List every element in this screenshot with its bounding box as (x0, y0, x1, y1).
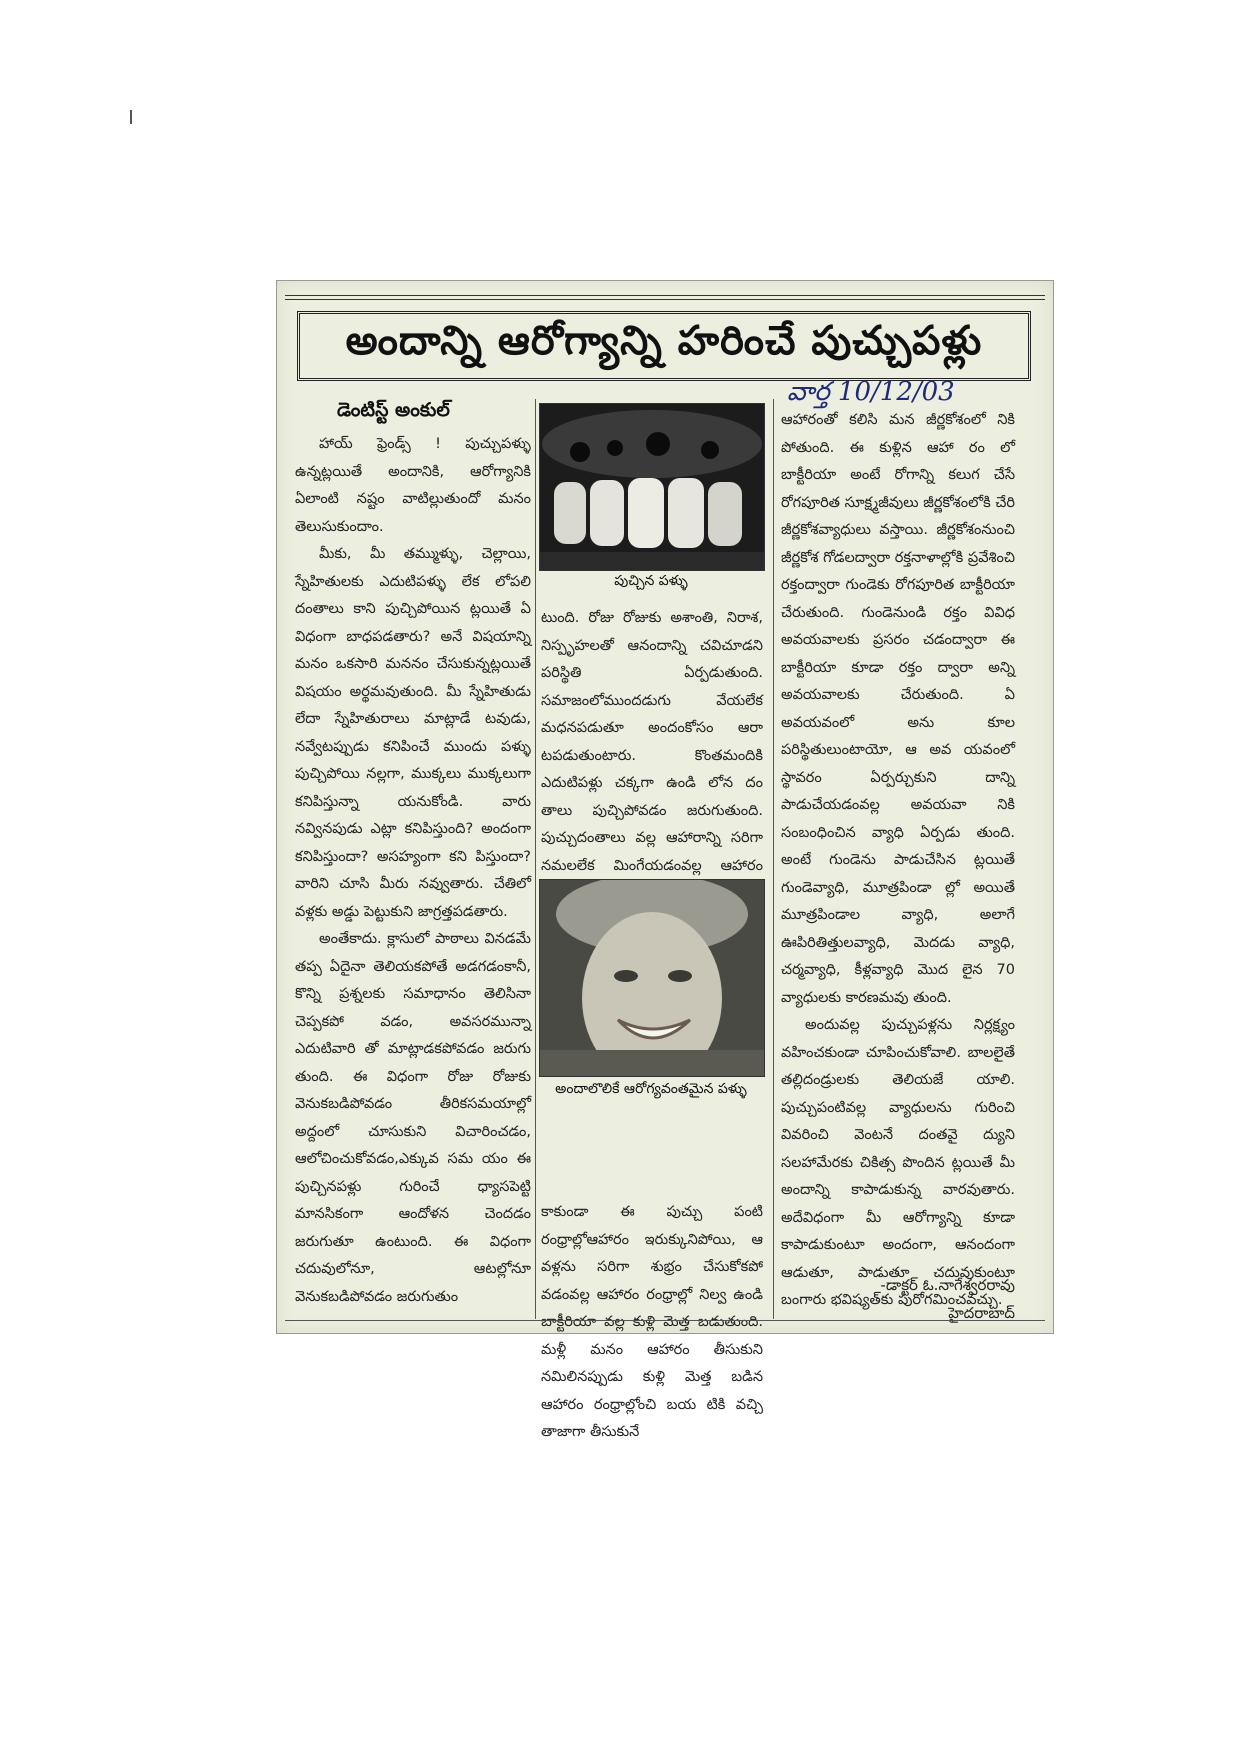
newspaper-clipping (276, 280, 1054, 1440)
decayed-teeth-photo (539, 403, 765, 571)
paragraph: హాయ్ ఫ్రెండ్స్ ! పుచ్చుపళ్ళు ఉన్నట్లయితే అందానికి, ఆరోగ్యానికి ఏలాంటి నష్టం వాటిల్లుతుందో మనం తెలుసుకుందాం. (295, 436, 531, 535)
paragraph: మీకు, మీ తమ్ముళ్ళు, చెల్లాయి, స్నేహితులకు ఎదుటిపళ్ళు లేక లోపలి దంతాలు కాని పుచ్చిపోయిన ట్లయితే ఏ విధంగా బాధపడతారు? అనే విషయాన్ని మనం ఒకసారి మననం చేసుకున్నట్లయితే విషయం అర్థమవుతుంది. మీ స్నేహితుడు లేదా స్నేహితురాలు మాట్లాడే టవుడు, నవ్వేటప్పుడు కనిపించే ముందు పళ్ళు పుచ్చిపోయి నల్లగా, ముక్కలు ముక్కలుగా కనిపిస్తున్నా యనుకోండి. వారు నవ్వినపుడు ఎట్లా కనిపిస్తుంది? అందంగా కనిపిస్తుందా? అసహ్యంగా కని పిస్తుందా? వారిని చూసి మీరు నవ్వుతారు. చేతిలో వళ్లకు అడ్డు పెట్టుకుని జాగ్రత్తపడతారు. (295, 546, 531, 920)
headline: అందాన్ని ఆరోగ్యాన్ని హరించే పుచ్చుపళ్లు (345, 318, 983, 364)
face-photo-caption: అందాలొలికే ఆరోగ్యవంతమైన పళ్ళు (555, 1081, 747, 1097)
paragraph: కాకుండా ఈ పుచ్చు పంటి రంధ్రాల్లోఆహారం ఇరుక్కునిపోయి, ఆ వళ్లను సరిగా శుభ్రం చేసుకోకపో వడంవల్ల ఆహారం రంధ్రాల్లో నిల్వ ఉండి బాక్టీరియా వల్ల కుళ్లి మెత్త బడుతుంది. మళ్లీ మనం ఆహారం తీసుకుని నమిలినప్పుడు కుళ్లి మెత్త బడిన ఆహారం రంధ్రాల్లోంచి బయ టికి వచ్చి తాజాగా తీసుకునే (541, 1204, 763, 1440)
author-name: -డాక్టర్ ఓ.నాగేశ్వరరావు (880, 1276, 1015, 1294)
article-column-middle-top (541, 605, 763, 908)
headline-box (297, 311, 1031, 381)
column-divider-left (535, 399, 536, 1319)
author-signoff (781, 1271, 1015, 1327)
smiling-woman-photo (539, 879, 765, 1077)
bottom-rule (285, 1320, 1045, 1323)
handwritten-date-note: వార్త 10/12/03 (787, 377, 955, 407)
author-location: హైదరాబాద్ (948, 1304, 1015, 1322)
article-column-left (295, 431, 531, 1311)
face-photo-icon (540, 880, 764, 1076)
paragraph: ఆహారంతో కలిసి మన జీర్ణకోశంలో నికి పోతుంది. ఈ కుళ్లిన ఆహా రం లో బాక్టీరియా అంటే రోగాన్ని కలుగ చేసే రోగపూరిత సూక్ష్మజీవులు జీర్ణకోశంలోకి చేరి జీర్ణకోశవ్యాధులు వస్తాయి. జీర్ణకోశంనుంచి జీర్ణకోశ గోడలద్వారా రక్తనాళాల్లోకి ప్రవేశించి రక్తంద్వారా గుండెకు రోగపూరిత బాక్టీరియా చేరుతుంది. గుండెనుండి రక్తం వివిధ అవయవాలకు ప్రసరం చడంద్వారా ఈ బాక్టీరియా కూడా రక్తం ద్వారా అన్ని అవయవాలకు చేరుతుంది. ఏ అవయవంలో అను కూల పరిస్థితులుంటాయో, ఆ అవ యవంలో స్థావరం ఏర్పర్చుకుని దాన్ని పాడుచేయడంవల్ల అవయవా నికి సంబంధించిన వ్యాధి ఏర్పడు తుంది. అంటే గుండెను పాడుచేసిన ట్లయితే గుండెవ్యాధి, మూత్రపిండా ల్లో అయితే మూత్రపిండాల వ్యాధి, అలాగే ఊపిరితిత్తులవ్యాధి, మెదడు వ్యాధి, చర్మవ్యాధి, కీళ్లవ్యాధి మొద లైన 70 వ్యాధులకు కారణమవు తుంది. (781, 412, 1015, 1006)
scan-mark (130, 110, 132, 124)
paragraph: అందువల్ల పుచ్చుపళ్లను నిర్లక్ష్యం వహించకుండా చూపించుకోవాలి. బాలలైతే తల్లిదండ్రులకు తెలియజే యాలి. పుచ్చుపంటివల్ల వ్యాధులను గురించి వివరించి వెంటనే దంతవై ద్యుని సలహామేరకు చికిత్స పొందిన ట్లయితే మీ అందాన్ని కాపాడుకున్న వారవుతారు. అదేవిధంగా మీ ఆరోగ్యాన్ని కూడా కాపాడుకుంటూ అందంగా, ఆనందంగా ఆడుతూ, పాడుతూ చదువుకుంటూ బంగారు భవిష్యత్‌కు పురోగమించవచ్చు. (781, 1017, 1015, 1308)
paragraph: టుంది. రోజు రోజుకు అశాంతి, నిరాశ, నిస్పృహలతో ఆనందాన్ని చవిచూడని పరిస్థితి ఏర్పడుతుంది. సమాజంలోముందడుగు వేయలేక మధనపడుతూ అందంకోసం ఆరా టపడుతుంటారు. కొంతమందికి ఎదుటిపళ్లు చక్కగా ఉండి లోన దం తాలు పుచ్చిపోవడం జరుగుతుంది. పుచ్చుదంతాలు వల్ల ఆహారాన్ని సరిగా నమలలేక మింగేయడంవల్ల ఆహారం (541, 610, 763, 874)
top-rule (285, 295, 1045, 300)
article-column-right (781, 407, 1015, 1315)
paragraph: అంతేకాదు. క్లాసులో పాఠాలు వినడమే తప్ప ఏదైనా తెలియకపోతే అడగడంకానీ, కొన్ని ప్రశ్నలకు సమాధానం తెలిసినా చెప్పకపో వడం, అవసరమున్నా ఎదుటివారి తో మాట్లాడకపోవడం జరుగు తుంది. ఈ విధంగా రోజు రోజుకు వెనుకబడిపోవడం తీరికసమయాల్లో అద్దంలో చూసుకుని విచారించడం, ఆలోచించుకోవడం,ఎక్కువ సమ యం ఈ పుచ్చినపళ్లు గురించే ధ్యాసపెట్టి మానసికంగా ఆందోళన చెందడం జరుగుతూ ఉంటుంది. ఈ విధంగా చదువులోనూ, ఆటల్లోనూ వెనుకబడిపోవడం జరుగుతుం (295, 931, 531, 1305)
teeth-photo-caption: పుచ్చిన పళ్ళు (614, 573, 688, 589)
column-divider-right (773, 399, 774, 1319)
byline: డెంటిస్ట్ అంకుల్ (337, 399, 450, 421)
teeth-photo-icon (540, 404, 764, 570)
